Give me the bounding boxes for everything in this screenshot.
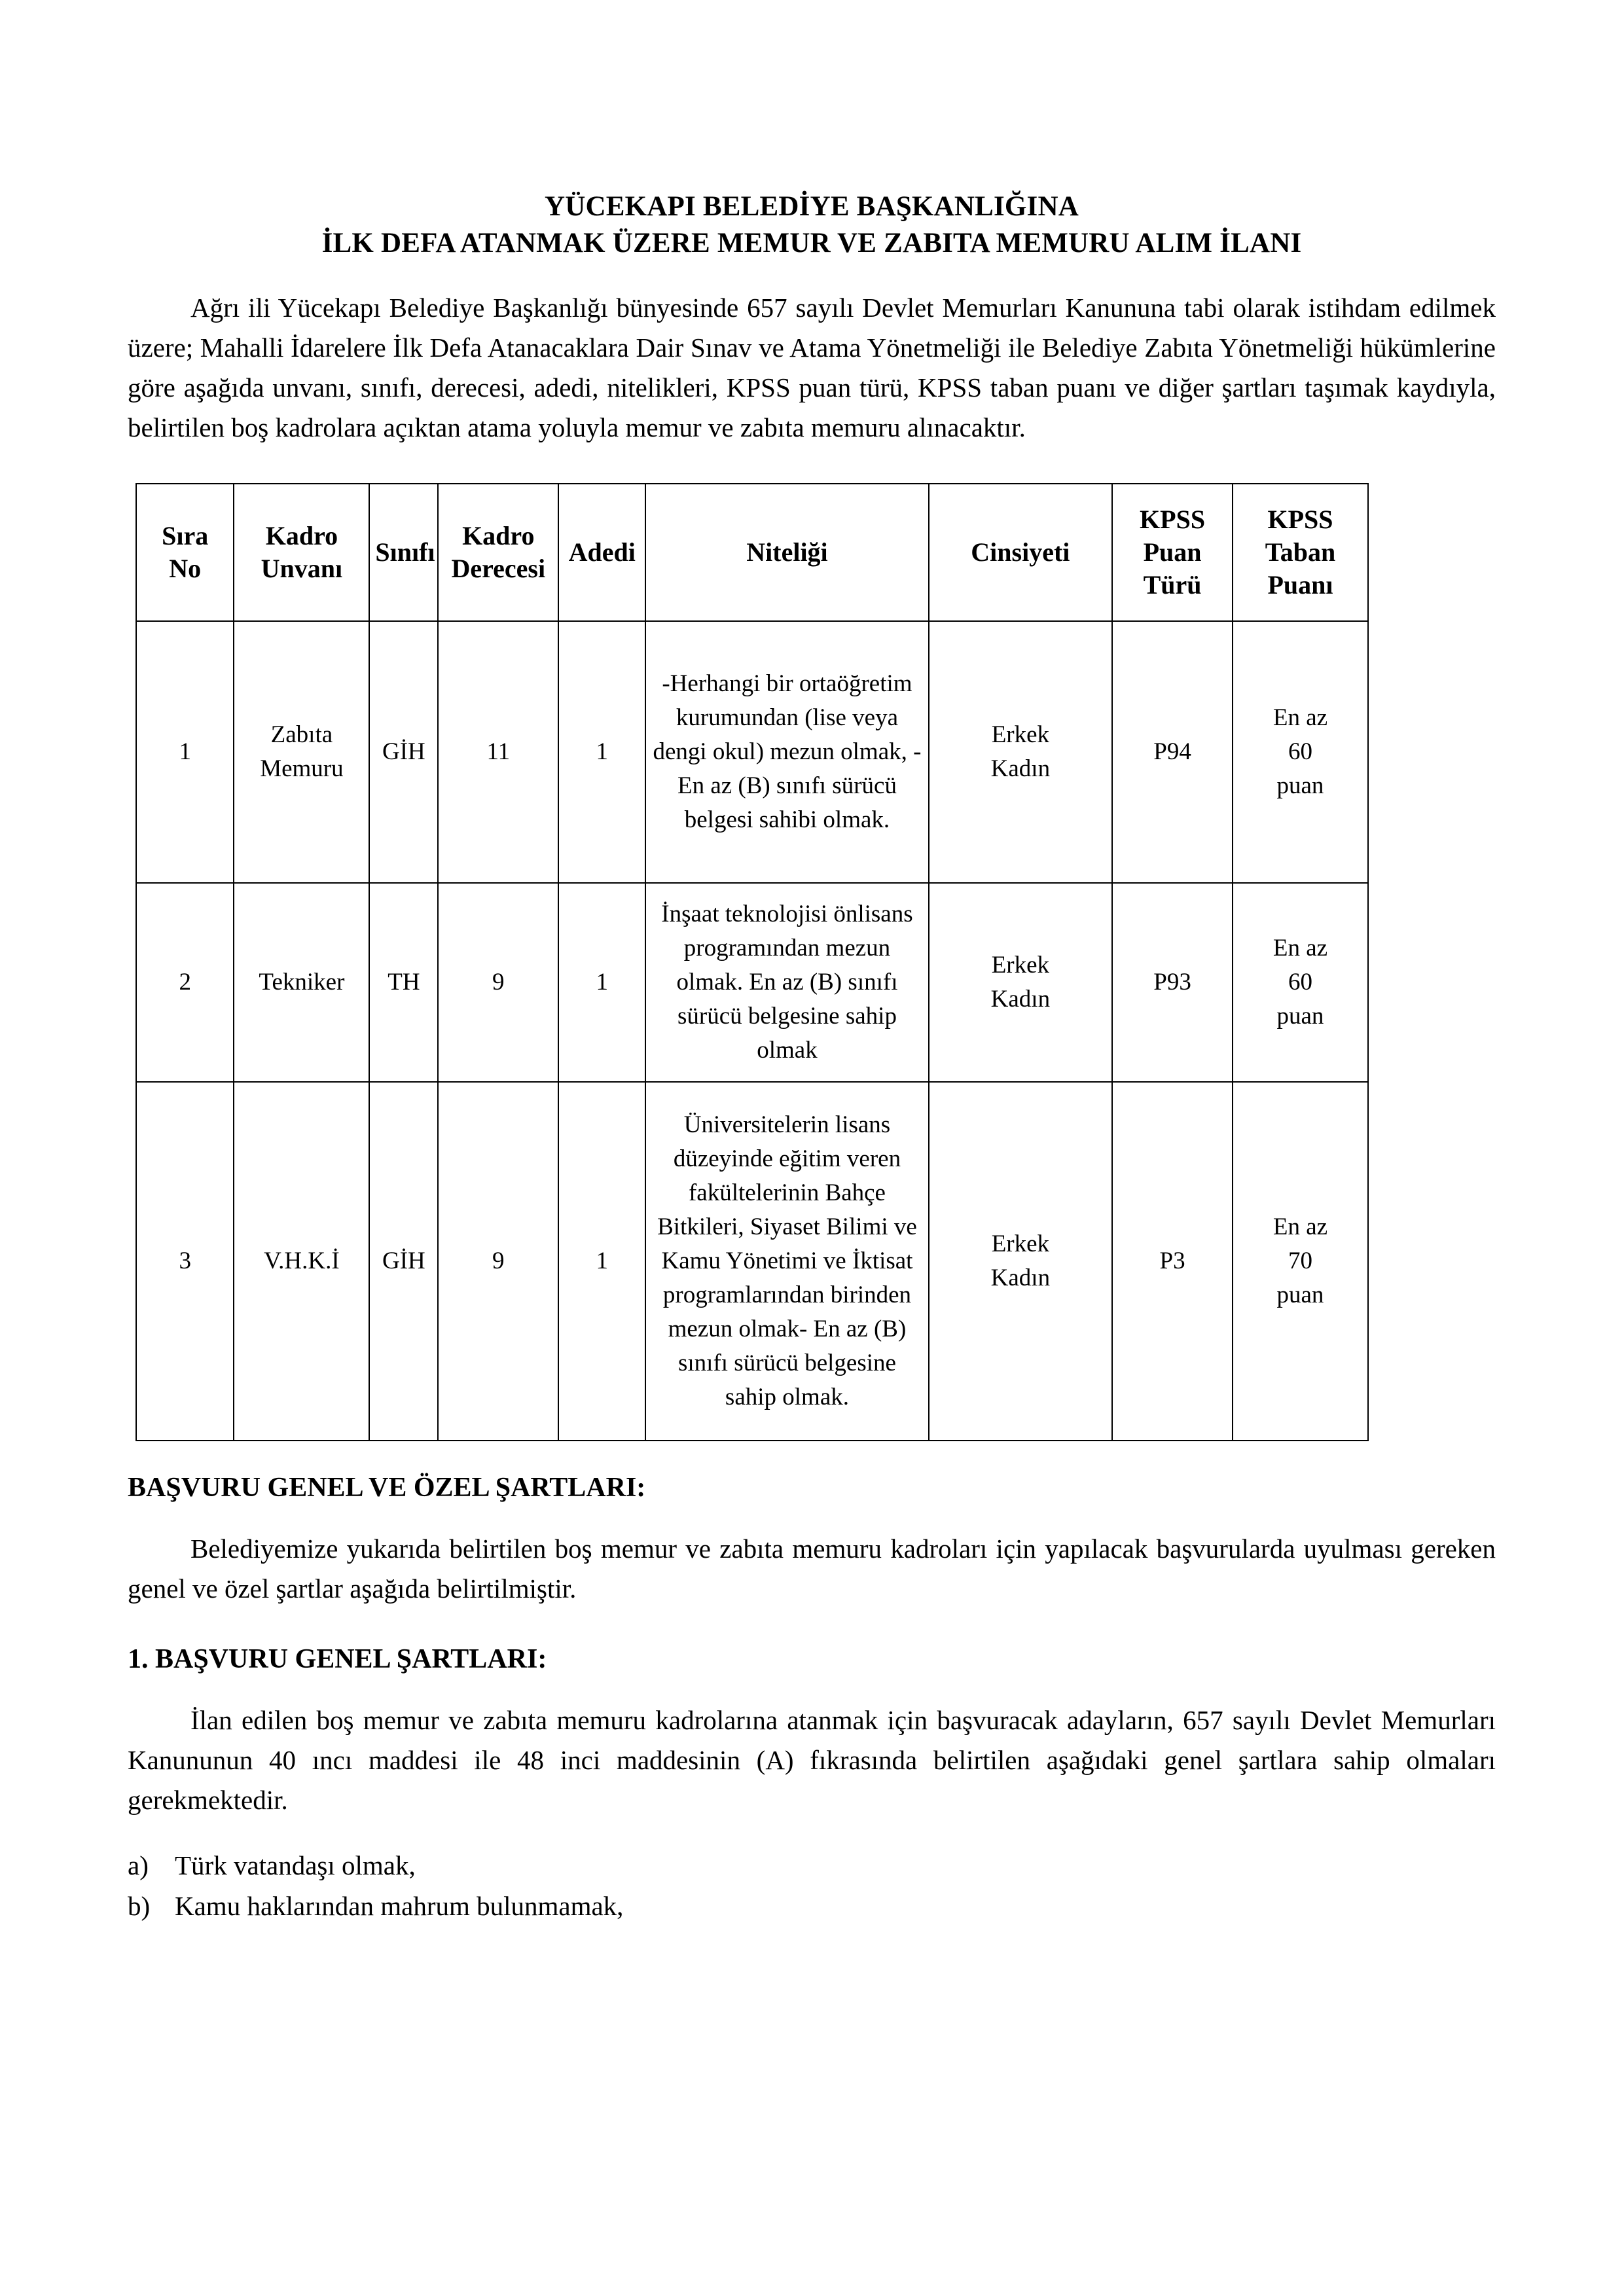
cell-kpss-puan-turu: P94 (1112, 621, 1233, 883)
intro-paragraph: Ağrı ili Yücekapı Belediye Başkanlığı bünyesinde 657 sayılı Devlet Memurları Kanununa tabi olarak istihdam edilmek üzere; Mahalli İdarelere İlk Defa Atanacaklara Dair Sınav ve Atama Yönetmeliği ile Belediye Zabıta Yönetmeliği hükümlerine göre aşağıda unvanı, sınıfı, derecesi, adedi, nitelikleri, KPSS puan türü, KPSS taban puanı ve diğer şartları taşımak kaydıyla, belirtilen boş kadrolara açıktan atama yoluyla memur ve zabıta memuru alınacaktır. (128, 293, 1496, 442)
col-header-sira-line1: Sıra (162, 521, 209, 550)
col-header-sira-no (136, 484, 234, 621)
col-header-ptur-line1: KPSS (1140, 505, 1206, 534)
page-content (128, 0, 1496, 1926)
list-item-marker: a) (128, 1850, 149, 1880)
section-heading-basvuru: BAŞVURU GENEL VE ÖZEL ŞARTLARI: (128, 1473, 646, 1503)
table-row (136, 883, 1368, 1082)
section-heading-genel-sartlar: 1. BAŞVURU GENEL ŞARTLARI: (128, 1644, 547, 1674)
kadro-table (135, 483, 1369, 1441)
cell-taban-line1: En az (1272, 935, 1328, 961)
cell-sira-no: 3 (136, 1082, 234, 1441)
list-item-marker: b) (128, 1891, 151, 1921)
cell-niteligi: Üniversitelerin lisans düzeyinde eğitim veren fakültelerinin Bahçe Bitkileri, Siyaset Bilimi ve Kamu Yönetimi ve İktisat programlarından birinden mezun olmak- En az (B) sınıfı sürücü belgesine sahip olmak. (645, 1082, 928, 1441)
list-item (128, 1845, 1496, 1886)
cell-kpss-taban-puani (1233, 1082, 1368, 1441)
list-item-label: Türk vatandaşı olmak, (175, 1850, 416, 1880)
list-item-label: Kamu haklarından mahrum bulunmamak, (175, 1891, 624, 1921)
col-header-kpss-puan-turu (1112, 484, 1233, 621)
cell-sira-no: 1 (136, 621, 234, 883)
col-header-sinifi: Sınıfı (369, 484, 438, 621)
cell-kadro-derecesi: 11 (438, 621, 558, 883)
cell-cinsiyeti (929, 883, 1113, 1082)
cell-kpss-puan-turu: P93 (1112, 883, 1233, 1082)
cell-sira-no: 2 (136, 883, 234, 1082)
cell-niteligi: İnşaat teknolojisi önlisans programından mezun olmak. En az (B) sınıfı sürücü belgesine sahip olmak (645, 883, 928, 1082)
cell-sinifi: TH (369, 883, 438, 1082)
cell-taban-line3: puan (1276, 1003, 1324, 1030)
cell-kpss-taban-puani (1233, 621, 1368, 883)
col-header-ptaban-line1: KPSS (1267, 505, 1333, 534)
col-header-kpss-taban-puani (1233, 484, 1368, 621)
page-title (128, 188, 1496, 262)
cell-unvan-line1: Zabıta (270, 721, 333, 748)
section-paragraph-genel-sartlar: İlan edilen boş memur ve zabıta memuru kadrolarına atanmak için başvuracak adayların, 657 sayılı Devlet Memurları Kanununun 40 ıncı maddesi ile 48 inci maddesinin (A) fıkrasında belirtilen aşağıdaki genel şartlara sahip olmaları gerekmektedir. (128, 1705, 1496, 1815)
col-header-adedi: Adedi (558, 484, 645, 621)
kadro-table-wrapper (128, 483, 1496, 1441)
cell-adedi: 1 (558, 1082, 645, 1441)
title-line-2: İLK DEFA ATANMAK ÜZERE MEMUR VE ZABITA MEMURU ALIM İLANI (321, 228, 1302, 259)
col-header-ptaban-line2: Taban (1265, 537, 1336, 567)
col-header-derece-line1: Kadro (462, 521, 535, 550)
cell-kpss-taban-puani (1233, 883, 1368, 1082)
cell-kadro-unvani (234, 883, 369, 1082)
cell-adedi: 1 (558, 883, 645, 1082)
cell-unvan-line1: V.H.K.İ (264, 1247, 340, 1274)
cell-cinsiyeti (929, 621, 1113, 883)
cell-taban-line1: En az (1272, 1213, 1328, 1240)
cell-niteligi: -Herhangi bir ortaöğretim kurumundan (lise veya dengi okul) mezun olmak, - En az (B) sınıfı sürücü belgesi sahibi olmak. (645, 621, 928, 883)
col-header-ptur-line3: Türü (1143, 570, 1202, 600)
col-header-niteligi: Niteliği (645, 484, 928, 621)
col-header-sira-line2: No (169, 554, 202, 583)
cell-taban-line2: 70 (1288, 1247, 1312, 1274)
cell-unvan-line1: Tekniker (259, 969, 345, 996)
cell-kadro-unvani (234, 1082, 369, 1441)
cell-cinsiyet-line1: Erkek (991, 952, 1050, 978)
cell-kadro-unvani (234, 621, 369, 883)
table-row (136, 1082, 1368, 1441)
col-header-kadro-unvani (234, 484, 369, 621)
cell-cinsiyet-line1: Erkek (991, 1230, 1050, 1257)
col-header-cinsiyeti: Cinsiyeti (929, 484, 1113, 621)
col-header-kadro-derecesi (438, 484, 558, 621)
cell-cinsiyeti (929, 1082, 1113, 1441)
cell-taban-line1: En az (1272, 704, 1328, 731)
cell-cinsiyet-line2: Kadın (990, 755, 1051, 782)
cell-cinsiyet-line2: Kadın (990, 1265, 1051, 1291)
section-paragraph-basvuru: Belediyemize yukarıda belirtilen boş memur ve zabıta memuru kadroları için yapılacak başvurularda uyulması gereken genel ve özel şartlar aşağıda belirtilmiştir. (128, 1534, 1496, 1604)
col-header-ptur-line2: Puan (1143, 537, 1202, 567)
cell-taban-line3: puan (1276, 1282, 1324, 1308)
table-header-row (136, 484, 1368, 621)
list-item (128, 1886, 1496, 1926)
table-row (136, 621, 1368, 883)
cell-adedi: 1 (558, 621, 645, 883)
cell-sinifi: GİH (369, 621, 438, 883)
cell-sinifi: GİH (369, 1082, 438, 1441)
title-line-1: YÜCEKAPI BELEDİYE BAŞKANLIĞINA (545, 191, 1079, 222)
cell-taban-line2: 60 (1288, 969, 1312, 996)
cell-kadro-derecesi: 9 (438, 883, 558, 1082)
col-header-unvan-line2: Unvanı (261, 554, 343, 583)
col-header-unvan-line1: Kadro (265, 521, 338, 550)
cell-kpss-puan-turu: P3 (1112, 1082, 1233, 1441)
cell-unvan-line2: Memuru (260, 755, 344, 782)
cell-cinsiyet-line2: Kadın (990, 986, 1051, 1013)
general-conditions-list (128, 1845, 1496, 1926)
cell-cinsiyet-line1: Erkek (991, 721, 1050, 748)
cell-taban-line2: 60 (1288, 738, 1312, 765)
col-header-derece-line2: Derecesi (451, 554, 546, 583)
cell-kadro-derecesi: 9 (438, 1082, 558, 1441)
cell-taban-line3: puan (1276, 772, 1324, 799)
col-header-ptaban-line3: Puanı (1267, 570, 1333, 600)
